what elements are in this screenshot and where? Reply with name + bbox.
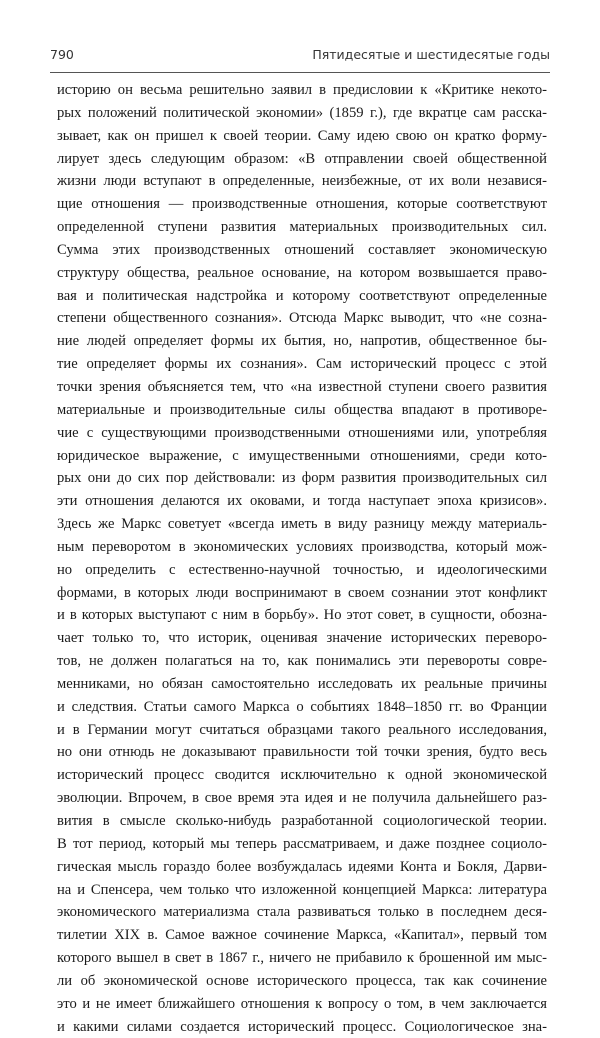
text-line: эти отношения делаются их оковами, и тогда наступает эпоха кризисов».: [57, 493, 547, 510]
text-line: точки зрения объясняется тем, что «на известной ступени своего развития: [57, 378, 547, 395]
text-line: материальные и производительные силы общества впадают в противоре-: [57, 401, 547, 418]
text-line: тие определяет формы их сознания». Сам исторический процесс с этой: [57, 356, 547, 373]
text-line: зывает, как он пришел к своей теории. Саму идею свою он кратко форму-: [57, 127, 547, 144]
text-line: и какими силами создается исторический процесс. Социологическое зна-: [57, 1018, 547, 1035]
text-line: и в которых выступают с ним в борьбу». Но этот совет, в сущности, обозна-: [57, 607, 547, 624]
text-line: определенной ступени развития материальных производительных сил.: [57, 219, 547, 236]
text-line: которого вышел в свет в 1867 г., ничего не прибавило к брошенной им мыс-: [57, 950, 547, 967]
text-line: ние людей определяет формы их бытия, но, напротив, общественное бы-: [57, 333, 547, 350]
text-line: степени общественного сознания». Отсюда Маркс выводит, что «не созна-: [57, 310, 547, 327]
text-line: Здесь же Маркс советует «всегда иметь в виду разницу между материаль-: [57, 516, 547, 533]
text-line: вая и политическая надстройка и которому соответствуют определенные: [57, 287, 547, 304]
running-head: Пятидесятые и шестидесятые годы: [312, 47, 550, 62]
text-line: на и Спенсера, чем только что изложенной концепцией Маркса: литература: [57, 881, 547, 898]
text-line: и в Германии могут считаться образцами такого реального исследования,: [57, 721, 547, 738]
text-line: рых они до сих пор действовали: из форм развития производительных сил: [57, 470, 547, 487]
text-line: но они отнюдь не доказывают правильности той точки зрения, будто весь: [57, 744, 547, 761]
text-line: чие с существующими производственными отношениями или, употребляя: [57, 424, 547, 441]
text-line: ным переворотом в экономических условиях производства, который мож-: [57, 538, 547, 555]
text-line: лирует здесь следующим образом: «В отправлении своей общественной: [57, 150, 547, 167]
text-line: исторический процесс сводится исключительно к одной экономической: [57, 767, 547, 784]
text-line: и следствия. Статьи самого Маркса о событиях 1848–1850 гг. во Франции: [57, 698, 547, 715]
text-line: жизни люди вступают в определенные, неизбежные, от их воли независя-: [57, 173, 547, 190]
text-line: Сумма этих производственных отношений составляет экономическую: [57, 241, 547, 258]
text-line: структуру общества, реальное основание, на котором возвышается право-: [57, 264, 547, 281]
text-line: вития в смысле сколько-нибудь разработанной социологической теории.: [57, 813, 547, 829]
text-line: формами, в которых люди воспринимают в своем сознании этот конфликт: [57, 584, 547, 601]
body-text: [57, 79, 547, 1038]
text-line: тов, не должен полагаться на то, как понимались эти перевороты совре-: [57, 653, 547, 670]
text-line: гическая мысль гораздо более возбуждалась идеями Конта и Бокля, Дарви-: [57, 858, 547, 875]
text-line: менниками, но обязан самостоятельно исследовать их реальные причины: [57, 675, 547, 692]
text-line: чает только то, что историк, оценивая значение исторических переворо-: [57, 630, 547, 647]
text-line: эволюции. Впрочем, в свое время эта идея и не получила дальнейшего раз-: [57, 790, 547, 807]
text-line: это и не имеет ближайшего отношения к вопросу о том, в чем заключается: [57, 995, 547, 1012]
text-line: историю он весьма решительно заявил в предисловии к «Критике некото-: [57, 82, 547, 98]
text-line: тилетии XIX в. Самое важное сочинение Маркса, «Капитал», первый том: [57, 927, 547, 944]
text-line: В тот период, который мы теперь рассматриваем, и даже позднее социоло-: [57, 835, 547, 852]
text-line: но определить с естественно-научной точностью, и идеологическими: [57, 561, 547, 578]
text-line: рых положений политической экономии» (1859 г.), где вкратце сам расска-: [57, 104, 547, 121]
text-line: щие отношения — производственные отношения, которые соответствуют: [57, 196, 547, 213]
text-line: экономического материализма стала развиваться только в последнем деся-: [57, 904, 547, 921]
header-rule: [50, 72, 550, 73]
page-number: 790: [50, 47, 74, 62]
page-header: [50, 47, 550, 67]
text-line: ли об экономической основе исторического процесса, так как сочинение: [57, 972, 547, 989]
text-line: юридическое выражение, с имущественными отношениями, среди кото-: [57, 447, 547, 464]
